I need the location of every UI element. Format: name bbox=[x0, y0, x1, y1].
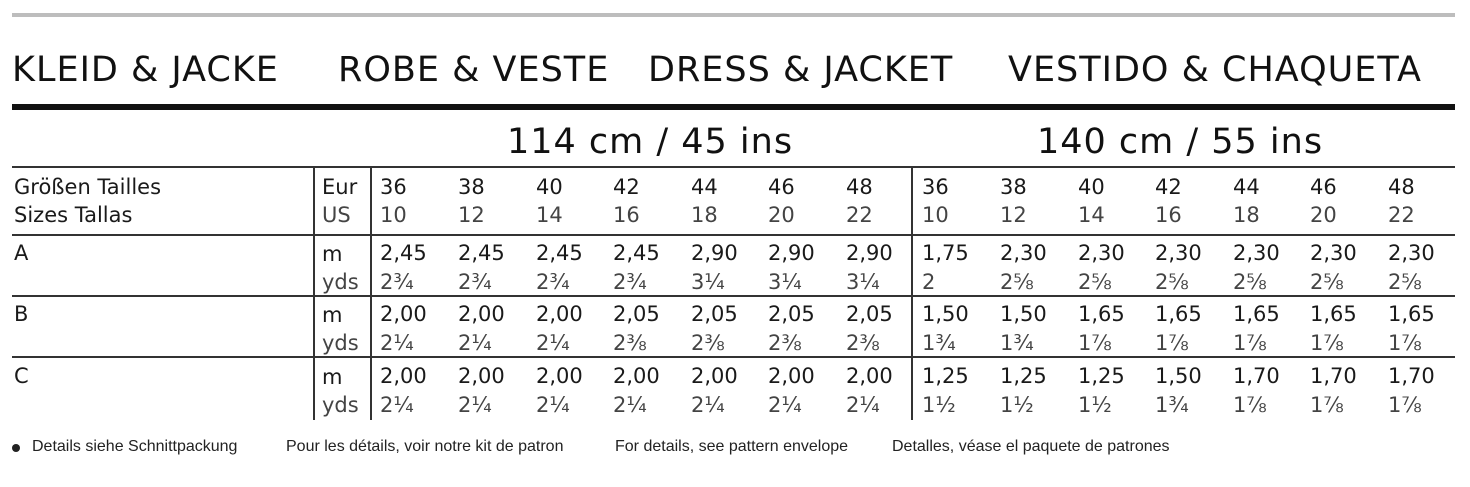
size-eur-cell: 48 bbox=[846, 175, 873, 199]
yards-cell: 1⅞ bbox=[1310, 331, 1344, 355]
yards-cell: 2¼ bbox=[613, 393, 647, 417]
size-eur-cell: 44 bbox=[1233, 175, 1260, 199]
size-us-cell: 18 bbox=[691, 203, 718, 227]
unit-eur: Eur bbox=[322, 175, 358, 199]
unit-us: US bbox=[322, 203, 351, 227]
unit-yds: yds bbox=[322, 393, 359, 417]
footer-fr: Pour les détails, voir notre kit de patron bbox=[286, 438, 564, 455]
yards-cell: 1¾ bbox=[1155, 393, 1189, 417]
meters-cell: 1,25 bbox=[1078, 364, 1125, 388]
size-us-cell: 22 bbox=[1388, 203, 1415, 227]
size-label-line1: Größen Tailles bbox=[14, 175, 162, 199]
size-us-cell: 14 bbox=[536, 203, 563, 227]
yards-cell: 3¼ bbox=[691, 270, 725, 294]
meters-cell: 2,00 bbox=[691, 364, 738, 388]
meters-cell: 1,50 bbox=[1000, 302, 1047, 326]
view-label: B bbox=[14, 302, 29, 326]
meters-cell: 2,05 bbox=[691, 302, 738, 326]
meters-cell: 1,65 bbox=[1233, 302, 1280, 326]
yards-cell: 1⅞ bbox=[1233, 331, 1267, 355]
yards-cell: 2¼ bbox=[458, 331, 492, 355]
footer-es: Detalles, véase el paquete de patrones bbox=[892, 438, 1170, 455]
yards-cell: 1¾ bbox=[922, 331, 956, 355]
yards-cell: 2¼ bbox=[691, 393, 725, 417]
meters-cell: 2,30 bbox=[1388, 241, 1435, 265]
title-row bbox=[12, 50, 1455, 96]
meters-cell: 2,05 bbox=[768, 302, 815, 326]
col-rule-unit bbox=[370, 168, 372, 420]
yards-cell: 2¾ bbox=[380, 270, 414, 294]
yards-cell: 3¼ bbox=[846, 270, 880, 294]
yards-cell: 2⅜ bbox=[768, 331, 802, 355]
size-eur-cell: 48 bbox=[1388, 175, 1415, 199]
col-rule-label bbox=[313, 168, 315, 420]
size-eur-cell: 36 bbox=[380, 175, 407, 199]
meters-cell: 1,70 bbox=[1310, 364, 1357, 388]
yards-cell: 2¼ bbox=[536, 393, 570, 417]
yards-cell: 2¼ bbox=[458, 393, 492, 417]
meters-cell: 2,00 bbox=[380, 302, 427, 326]
meters-cell: 1,75 bbox=[922, 241, 969, 265]
meters-cell: 1,65 bbox=[1388, 302, 1435, 326]
fabric-width-114: 114 cm / 45 ins bbox=[506, 122, 794, 162]
table-header-rule bbox=[12, 166, 1455, 168]
yards-cell: 2⅝ bbox=[1078, 270, 1112, 294]
col-rule-width bbox=[911, 166, 913, 420]
meters-cell: 2,05 bbox=[613, 302, 660, 326]
yards-cell: 2⅝ bbox=[1388, 270, 1422, 294]
size-us-cell: 12 bbox=[1000, 203, 1027, 227]
meters-cell: 1,65 bbox=[1155, 302, 1202, 326]
title-fr: ROBE & VESTE bbox=[338, 50, 610, 90]
size-us-cell: 18 bbox=[1233, 203, 1260, 227]
size-us-cell: 16 bbox=[613, 203, 640, 227]
yards-cell: 2⅝ bbox=[1233, 270, 1267, 294]
meters-cell: 2,00 bbox=[536, 302, 583, 326]
yards-cell: 2¼ bbox=[846, 393, 880, 417]
meters-cell: 2,30 bbox=[1155, 241, 1202, 265]
bullet-icon bbox=[12, 444, 20, 452]
yards-cell: 2⅜ bbox=[846, 331, 880, 355]
yards-cell: 2⅝ bbox=[1155, 270, 1189, 294]
yards-cell: 1⅞ bbox=[1388, 331, 1422, 355]
size-us-cell: 10 bbox=[922, 203, 949, 227]
yards-cell: 2 bbox=[922, 270, 936, 294]
fabric-width-140: 140 cm / 55 ins bbox=[1036, 122, 1324, 162]
yards-cell: 2¾ bbox=[536, 270, 570, 294]
meters-cell: 2,05 bbox=[846, 302, 893, 326]
yards-cell: 2⅝ bbox=[1310, 270, 1344, 294]
meters-cell: 2,90 bbox=[846, 241, 893, 265]
title-es: VESTIDO & CHAQUETA bbox=[1008, 50, 1422, 90]
size-us-cell: 20 bbox=[1310, 203, 1337, 227]
meters-cell: 1,70 bbox=[1388, 364, 1435, 388]
size-us-cell: 10 bbox=[380, 203, 407, 227]
yards-cell: 2⅜ bbox=[691, 331, 725, 355]
yards-cell: 2¼ bbox=[380, 331, 414, 355]
size-eur-cell: 40 bbox=[1078, 175, 1105, 199]
size-label-line2: Sizes Tallas bbox=[14, 203, 133, 227]
yards-cell: 2¼ bbox=[768, 393, 802, 417]
yards-cell: 2⅜ bbox=[613, 331, 647, 355]
size-eur-cell: 42 bbox=[1155, 175, 1182, 199]
row-rule-b bbox=[12, 295, 1455, 297]
row-rule-a bbox=[12, 234, 1455, 236]
size-eur-cell: 38 bbox=[1000, 175, 1027, 199]
meters-cell: 2,00 bbox=[536, 364, 583, 388]
meters-cell: 2,30 bbox=[1000, 241, 1047, 265]
size-us-cell: 20 bbox=[768, 203, 795, 227]
footer-de: Details siehe Schnittpackung bbox=[32, 438, 238, 455]
size-eur-cell: 36 bbox=[922, 175, 949, 199]
meters-cell: 2,00 bbox=[846, 364, 893, 388]
meters-cell: 2,30 bbox=[1310, 241, 1357, 265]
yards-cell: 2¾ bbox=[458, 270, 492, 294]
meters-cell: 1,65 bbox=[1078, 302, 1125, 326]
footer-en: For details, see pattern envelope bbox=[615, 438, 849, 455]
size-us-cell: 14 bbox=[1078, 203, 1105, 227]
meters-cell: 2,45 bbox=[613, 241, 660, 265]
meters-cell: 2,00 bbox=[768, 364, 815, 388]
size-eur-cell: 38 bbox=[458, 175, 485, 199]
yards-cell: 1⅞ bbox=[1078, 331, 1112, 355]
yards-cell: 2¼ bbox=[536, 331, 570, 355]
meters-cell: 1,50 bbox=[1155, 364, 1202, 388]
size-us-cell: 16 bbox=[1155, 203, 1182, 227]
yards-cell: 1⅞ bbox=[1155, 331, 1189, 355]
meters-cell: 2,45 bbox=[458, 241, 505, 265]
unit-m: m bbox=[322, 242, 343, 266]
meters-cell: 2,00 bbox=[613, 364, 660, 388]
title-en: DRESS & JACKET bbox=[648, 50, 954, 90]
yards-cell: 2¼ bbox=[380, 393, 414, 417]
size-eur-cell: 40 bbox=[536, 175, 563, 199]
yards-cell: 1¾ bbox=[1000, 331, 1034, 355]
meters-cell: 2,30 bbox=[1233, 241, 1280, 265]
yards-cell: 2⅝ bbox=[1000, 270, 1034, 294]
yards-cell: 1½ bbox=[922, 393, 956, 417]
view-label: C bbox=[14, 364, 29, 388]
meters-cell: 1,50 bbox=[922, 302, 969, 326]
size-eur-cell: 46 bbox=[768, 175, 795, 199]
meters-cell: 2,90 bbox=[691, 241, 738, 265]
size-eur-cell: 42 bbox=[613, 175, 640, 199]
yards-cell: 1⅞ bbox=[1310, 393, 1344, 417]
meters-cell: 2,00 bbox=[458, 302, 505, 326]
unit-yds: yds bbox=[322, 270, 359, 294]
size-eur-cell: 44 bbox=[691, 175, 718, 199]
yards-cell: 1½ bbox=[1078, 393, 1112, 417]
size-us-cell: 22 bbox=[846, 203, 873, 227]
meters-cell: 2,00 bbox=[458, 364, 505, 388]
meters-cell: 1,25 bbox=[922, 364, 969, 388]
title-divider bbox=[12, 104, 1455, 110]
yards-cell: 1½ bbox=[1000, 393, 1034, 417]
meters-cell: 2,30 bbox=[1078, 241, 1125, 265]
yards-cell: 1⅞ bbox=[1233, 393, 1267, 417]
size-eur-cell: 46 bbox=[1310, 175, 1337, 199]
row-rule-c bbox=[12, 356, 1455, 358]
yards-cell: 1⅞ bbox=[1388, 393, 1422, 417]
meters-cell: 1,70 bbox=[1233, 364, 1280, 388]
meters-cell: 1,25 bbox=[1000, 364, 1047, 388]
view-label: A bbox=[14, 241, 29, 265]
title-de: KLEID & JACKE bbox=[12, 50, 279, 90]
meters-cell: 1,65 bbox=[1310, 302, 1357, 326]
unit-yds: yds bbox=[322, 331, 359, 355]
meters-cell: 2,45 bbox=[536, 241, 583, 265]
size-us-cell: 12 bbox=[458, 203, 485, 227]
yards-cell: 2¾ bbox=[613, 270, 647, 294]
yards-cell: 3¼ bbox=[768, 270, 802, 294]
meters-cell: 2,90 bbox=[768, 241, 815, 265]
meters-cell: 2,45 bbox=[380, 241, 427, 265]
top-divider bbox=[12, 13, 1455, 17]
unit-m: m bbox=[322, 303, 343, 327]
meters-cell: 2,00 bbox=[380, 364, 427, 388]
unit-m: m bbox=[322, 365, 343, 389]
